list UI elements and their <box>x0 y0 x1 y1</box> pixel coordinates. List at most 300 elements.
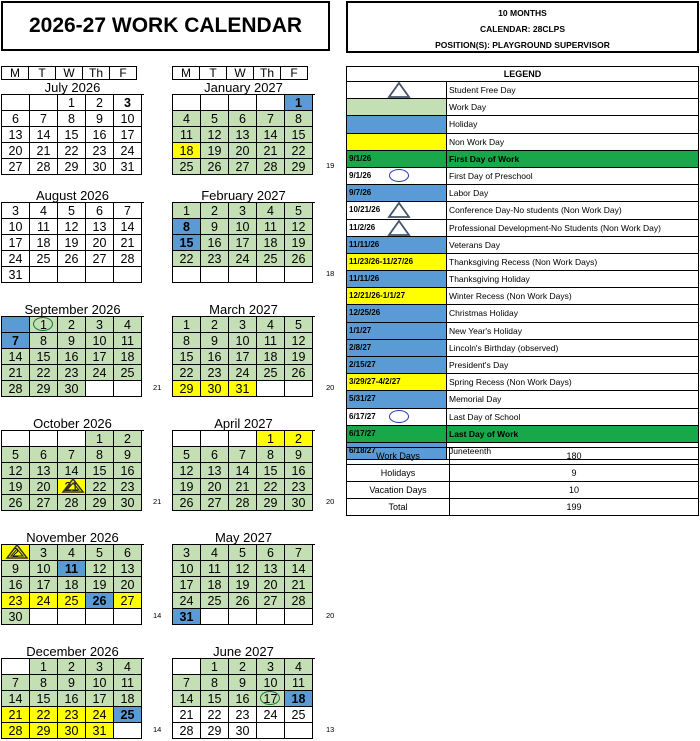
day-number: 2 <box>124 432 131 446</box>
legend-date: 11/11/26 <box>349 274 380 284</box>
day-number: 3 <box>96 318 103 332</box>
day-number: 28 <box>8 382 23 396</box>
day-number: 29 <box>64 160 79 174</box>
day-cell <box>30 381 58 397</box>
legend-label: President's Day <box>449 360 509 370</box>
legend-swatch <box>347 357 447 373</box>
day-cell <box>30 495 58 511</box>
legend-row <box>347 220 698 237</box>
day-cell <box>86 609 114 625</box>
day-number: 10 <box>8 220 23 234</box>
day-cell <box>201 545 229 561</box>
day-cell <box>58 561 86 577</box>
summary-label: Total <box>347 499 450 515</box>
day-cell <box>285 577 313 593</box>
day-cell <box>173 127 201 143</box>
day-number: 29 <box>207 724 222 738</box>
day-number: 2 <box>295 432 302 446</box>
legend-label: Lincoln's Birthday (observed) <box>449 342 559 353</box>
day-cell <box>58 545 86 561</box>
day-number: 8 <box>96 448 103 462</box>
day-cell <box>58 691 86 707</box>
day-number: 15 <box>64 128 79 142</box>
day-number: 20 <box>263 578 278 592</box>
day-cell <box>229 235 257 251</box>
legend-date: 6/17/27 <box>349 428 376 438</box>
day-number: 7 <box>12 676 19 690</box>
legend-label: Holiday <box>449 119 478 130</box>
legend-row <box>347 323 698 340</box>
day-cell <box>58 95 86 111</box>
legend-label: Veterans Day <box>449 239 501 250</box>
day-number: 28 <box>64 496 79 510</box>
day-number: 28 <box>8 724 23 738</box>
legend-swatch <box>347 426 447 442</box>
day-number: 6 <box>124 546 131 560</box>
day-number: 10 <box>92 334 107 348</box>
day-cell <box>30 203 58 219</box>
day-cell <box>201 609 229 625</box>
day-number: 12 <box>8 464 23 478</box>
legend-date: 11/2/26 <box>349 222 376 232</box>
day-cell <box>229 447 257 463</box>
day-number: 31 <box>8 268 23 282</box>
legend-swatch <box>347 271 447 287</box>
month-title: September 2026 <box>24 302 121 317</box>
day-number: 10 <box>36 562 51 576</box>
day-number: 26 <box>207 160 222 174</box>
calendar-info <box>346 1 699 53</box>
day-number: 11 <box>121 334 134 348</box>
day-number: 10 <box>263 676 278 690</box>
day-number: 11 <box>208 562 221 576</box>
info-calendar: CALENDAR: 28CLPS <box>479 24 565 34</box>
legend-date: 9/1/26 <box>349 170 372 180</box>
day-cell <box>229 675 257 691</box>
legend-rows <box>347 82 698 459</box>
day-cell <box>2 349 30 365</box>
day-number: 25 <box>36 252 51 266</box>
day-cell <box>114 365 142 381</box>
day-number: 3 <box>267 660 274 674</box>
month-calendar <box>172 645 315 739</box>
page-title: 2026-27 WORK CALENDAR <box>1 1 330 51</box>
day-number: 22 <box>291 144 306 158</box>
day-cell <box>58 659 86 675</box>
day-number: 16 <box>291 464 306 478</box>
day-number: 18 <box>263 350 278 364</box>
day-number: 18 <box>179 144 194 158</box>
summary-value: 199 <box>566 502 582 512</box>
month-workday-total: 14 <box>153 725 162 734</box>
day-number: 8 <box>40 334 47 348</box>
day-number: 30 <box>235 724 250 738</box>
month-calendar <box>172 81 315 175</box>
day-cell <box>173 365 201 381</box>
day-cell <box>30 333 58 349</box>
day-number: 10 <box>235 334 250 348</box>
month-calendar <box>1 303 144 397</box>
legend-swatch <box>347 374 447 390</box>
weekday-label: M <box>172 66 200 80</box>
day-number: 17 <box>179 578 194 592</box>
day-cell <box>2 365 30 381</box>
day-number: 26 <box>291 366 306 380</box>
day-number: 11 <box>64 562 79 576</box>
day-cell <box>229 723 257 739</box>
day-number: 12 <box>64 220 79 234</box>
day-number: 27 <box>207 496 222 510</box>
day-number: 2 <box>68 318 75 332</box>
day-cell <box>30 609 58 625</box>
day-cell <box>285 495 313 511</box>
day-number: 3 <box>124 96 131 110</box>
day-number: 15 <box>179 350 194 364</box>
month-title: November 2026 <box>26 530 119 545</box>
day-number: 21 <box>64 480 79 494</box>
day-number: 8 <box>183 220 190 234</box>
day-number: 30 <box>207 382 222 396</box>
day-number: 7 <box>183 676 190 690</box>
day-number: 5 <box>96 546 103 560</box>
day-cell <box>257 675 285 691</box>
legend-date: 11/11/26 <box>349 239 380 249</box>
summary-label: Work Days <box>347 448 450 464</box>
day-cell <box>285 203 313 219</box>
day-cell <box>173 691 201 707</box>
day-number: 30 <box>8 610 23 624</box>
day-number: 16 <box>92 128 107 142</box>
day-number: 2 <box>211 318 218 332</box>
month-calendar <box>1 645 144 739</box>
legend-label: Juneteenth <box>449 445 492 456</box>
day-number: 18 <box>207 578 222 592</box>
legend-swatch <box>347 168 447 184</box>
day-number: 22 <box>179 252 194 266</box>
month-calendar <box>172 531 315 625</box>
day-cell <box>2 267 30 283</box>
day-number: 1 <box>295 96 302 110</box>
day-number: 19 <box>235 578 250 592</box>
day-number: 26 <box>235 594 250 608</box>
legend-swatch <box>347 305 447 321</box>
day-cell <box>30 431 58 447</box>
day-cell <box>58 365 86 381</box>
day-cell <box>173 431 201 447</box>
day-number: 22 <box>36 366 51 380</box>
day-number: 13 <box>120 562 135 576</box>
legend-swatch <box>347 237 447 253</box>
month-grid <box>1 544 144 625</box>
day-cell <box>285 431 313 447</box>
month-workday-total: 14 <box>153 611 162 620</box>
day-cell <box>2 707 30 723</box>
day-number: 25 <box>291 708 306 722</box>
month-title: October 2026 <box>33 416 112 431</box>
day-number: 3 <box>96 660 103 674</box>
day-number: 4 <box>40 204 47 218</box>
day-cell <box>114 143 142 159</box>
legend-label: Memorial Day <box>449 394 502 405</box>
day-number: 23 <box>64 708 79 722</box>
day-cell <box>257 609 285 625</box>
day-number: 6 <box>96 204 103 218</box>
day-cell <box>58 707 86 723</box>
day-cell <box>201 593 229 609</box>
day-cell <box>257 463 285 479</box>
month-workday-total: 21 <box>153 383 162 392</box>
day-cell <box>30 219 58 235</box>
day-cell <box>229 463 257 479</box>
circle-marker-icon <box>33 317 53 331</box>
day-cell <box>114 495 142 511</box>
legend-swatch <box>347 134 447 150</box>
day-cell <box>86 349 114 365</box>
day-cell <box>257 203 285 219</box>
day-cell <box>229 431 257 447</box>
day-cell <box>30 349 58 365</box>
month-workday-total: 20 <box>326 611 335 620</box>
day-number: 17 <box>263 692 278 706</box>
day-number: 31 <box>92 724 107 738</box>
day-number: 29 <box>291 160 306 174</box>
day-number: 29 <box>36 724 51 738</box>
day-cell <box>86 593 114 609</box>
day-cell <box>229 495 257 511</box>
day-number: 19 <box>179 480 194 494</box>
weekday-label: M <box>1 66 29 80</box>
day-cell <box>229 577 257 593</box>
day-cell <box>58 593 86 609</box>
day-cell <box>58 723 86 739</box>
day-number: 28 <box>235 496 250 510</box>
legend-date: 12/25/26 <box>349 308 381 318</box>
day-number: 15 <box>263 464 278 478</box>
day-number: 8 <box>267 448 274 462</box>
weekday-label: T <box>28 66 56 80</box>
day-number: 20 <box>207 480 222 494</box>
day-number: 18 <box>291 692 306 706</box>
month-grid <box>172 94 315 175</box>
day-number: 4 <box>295 660 302 674</box>
legend-date: 2/15/27 <box>349 360 376 369</box>
legend-label: Labor Day <box>449 188 489 199</box>
day-cell <box>201 111 229 127</box>
day-number: 26 <box>8 496 23 510</box>
legend-row <box>347 151 698 168</box>
day-number: 8 <box>295 112 302 126</box>
day-cell <box>285 333 313 349</box>
day-number: 18 <box>120 692 135 706</box>
day-number: 11 <box>264 334 277 348</box>
legend-date: 10/21/26 <box>349 205 381 215</box>
summary-value: 9 <box>571 468 577 478</box>
day-cell <box>2 659 30 675</box>
legend-swatch <box>347 185 447 201</box>
day-cell <box>229 219 257 235</box>
day-cell <box>285 251 313 267</box>
day-number: 19 <box>92 578 107 592</box>
weekday-label: T <box>199 66 227 80</box>
weekday-label: F <box>280 66 308 80</box>
legend-label: Professional Development-No Students (Non Work Day) <box>449 222 661 233</box>
day-cell <box>58 431 86 447</box>
legend-date: 3/29/27-4/2/27 <box>349 377 401 387</box>
day-number: 18 <box>263 236 278 250</box>
day-cell <box>201 219 229 235</box>
day-cell <box>58 219 86 235</box>
day-number: 7 <box>40 112 47 126</box>
legend-swatch <box>347 116 447 132</box>
day-cell <box>285 127 313 143</box>
day-cell <box>173 707 201 723</box>
month-workday-total: 21 <box>153 497 162 506</box>
day-number: 14 <box>8 692 23 706</box>
day-cell <box>2 333 30 349</box>
day-cell <box>229 691 257 707</box>
month-grid <box>1 430 144 511</box>
legend-date: 6/18/27 <box>349 445 376 455</box>
day-cell <box>30 111 58 127</box>
day-cell <box>173 447 201 463</box>
day-cell <box>114 479 142 495</box>
day-cell <box>86 431 114 447</box>
day-number: 27 <box>263 594 278 608</box>
day-number: 9 <box>96 112 103 126</box>
day-cell <box>86 333 114 349</box>
day-cell <box>285 111 313 127</box>
day-cell <box>257 381 285 397</box>
day-number: 15 <box>207 692 222 706</box>
day-cell <box>285 235 313 251</box>
day-number: 27 <box>8 160 23 174</box>
day-number: 7 <box>124 204 131 218</box>
day-number: 11 <box>37 220 50 234</box>
day-number: 18 <box>36 236 51 250</box>
day-cell <box>2 143 30 159</box>
day-number: 9 <box>124 448 131 462</box>
day-cell <box>229 479 257 495</box>
day-number: 23 <box>207 366 222 380</box>
day-number: 27 <box>36 496 51 510</box>
day-cell <box>285 317 313 333</box>
month-title: December 2026 <box>26 644 119 659</box>
legend-row <box>347 374 698 391</box>
day-number: 5 <box>211 112 218 126</box>
day-cell <box>201 431 229 447</box>
day-cell <box>257 479 285 495</box>
day-number: 9 <box>68 334 75 348</box>
day-number: 27 <box>92 252 107 266</box>
day-number: 12 <box>235 562 250 576</box>
day-number: 2 <box>68 660 75 674</box>
day-number: 11 <box>121 676 134 690</box>
day-cell <box>285 267 313 283</box>
day-cell <box>229 381 257 397</box>
day-cell <box>229 561 257 577</box>
day-cell <box>257 235 285 251</box>
day-cell <box>86 143 114 159</box>
day-number: 19 <box>291 236 306 250</box>
day-cell <box>2 463 30 479</box>
day-cell <box>257 317 285 333</box>
day-cell <box>257 659 285 675</box>
day-cell <box>30 479 58 495</box>
day-cell <box>285 609 313 625</box>
day-cell <box>114 707 142 723</box>
day-number: 20 <box>235 144 250 158</box>
month-calendar <box>172 303 315 397</box>
day-number: 21 <box>291 578 306 592</box>
day-cell <box>201 463 229 479</box>
day-number: 23 <box>92 144 107 158</box>
day-cell <box>2 723 30 739</box>
legend-label: Non Work Day <box>449 136 505 147</box>
month-calendar <box>172 417 315 511</box>
day-number: 30 <box>291 496 306 510</box>
day-number: 7 <box>12 334 19 348</box>
month-title: February 2027 <box>201 188 286 203</box>
day-number: 15 <box>92 464 107 478</box>
day-cell <box>30 545 58 561</box>
day-cell <box>229 127 257 143</box>
legend-row <box>347 168 698 185</box>
day-cell <box>86 577 114 593</box>
day-number: 6 <box>267 546 274 560</box>
day-cell <box>114 267 142 283</box>
day-number: 1 <box>40 318 47 332</box>
day-cell <box>2 251 30 267</box>
day-cell <box>257 691 285 707</box>
day-cell <box>86 447 114 463</box>
day-cell <box>30 675 58 691</box>
day-number: 26 <box>64 252 79 266</box>
day-number: 21 <box>263 144 278 158</box>
day-number: 18 <box>120 350 135 364</box>
day-number: 17 <box>8 236 23 250</box>
day-number: 10 <box>179 562 194 576</box>
day-cell <box>285 159 313 175</box>
day-cell <box>201 707 229 723</box>
day-cell <box>173 577 201 593</box>
day-cell <box>58 495 86 511</box>
day-number: 14 <box>36 128 51 142</box>
day-cell <box>229 251 257 267</box>
day-cell <box>229 349 257 365</box>
day-cell <box>2 609 30 625</box>
legend-label: Thanksgiving Holiday <box>449 274 530 285</box>
day-cell <box>114 349 142 365</box>
day-number: 1 <box>211 660 218 674</box>
day-cell <box>201 479 229 495</box>
day-cell <box>201 317 229 333</box>
legend-swatch <box>347 340 447 356</box>
month-workday-total: 19 <box>326 161 335 170</box>
day-cell <box>285 95 313 111</box>
summary-row <box>347 499 698 515</box>
legend-date: 9/1/26 <box>349 153 372 163</box>
legend-label: New Year's Holiday <box>449 325 522 336</box>
day-cell <box>173 609 201 625</box>
legend-label: Conference Day-No students (Non Work Day) <box>449 205 622 216</box>
day-cell <box>173 317 201 333</box>
month-workday-total: 20 <box>326 497 335 506</box>
legend-label: First Day of Work <box>447 151 698 167</box>
day-cell <box>30 593 58 609</box>
day-number: 9 <box>211 334 218 348</box>
month-grid <box>172 658 315 739</box>
legend-row <box>347 357 698 374</box>
